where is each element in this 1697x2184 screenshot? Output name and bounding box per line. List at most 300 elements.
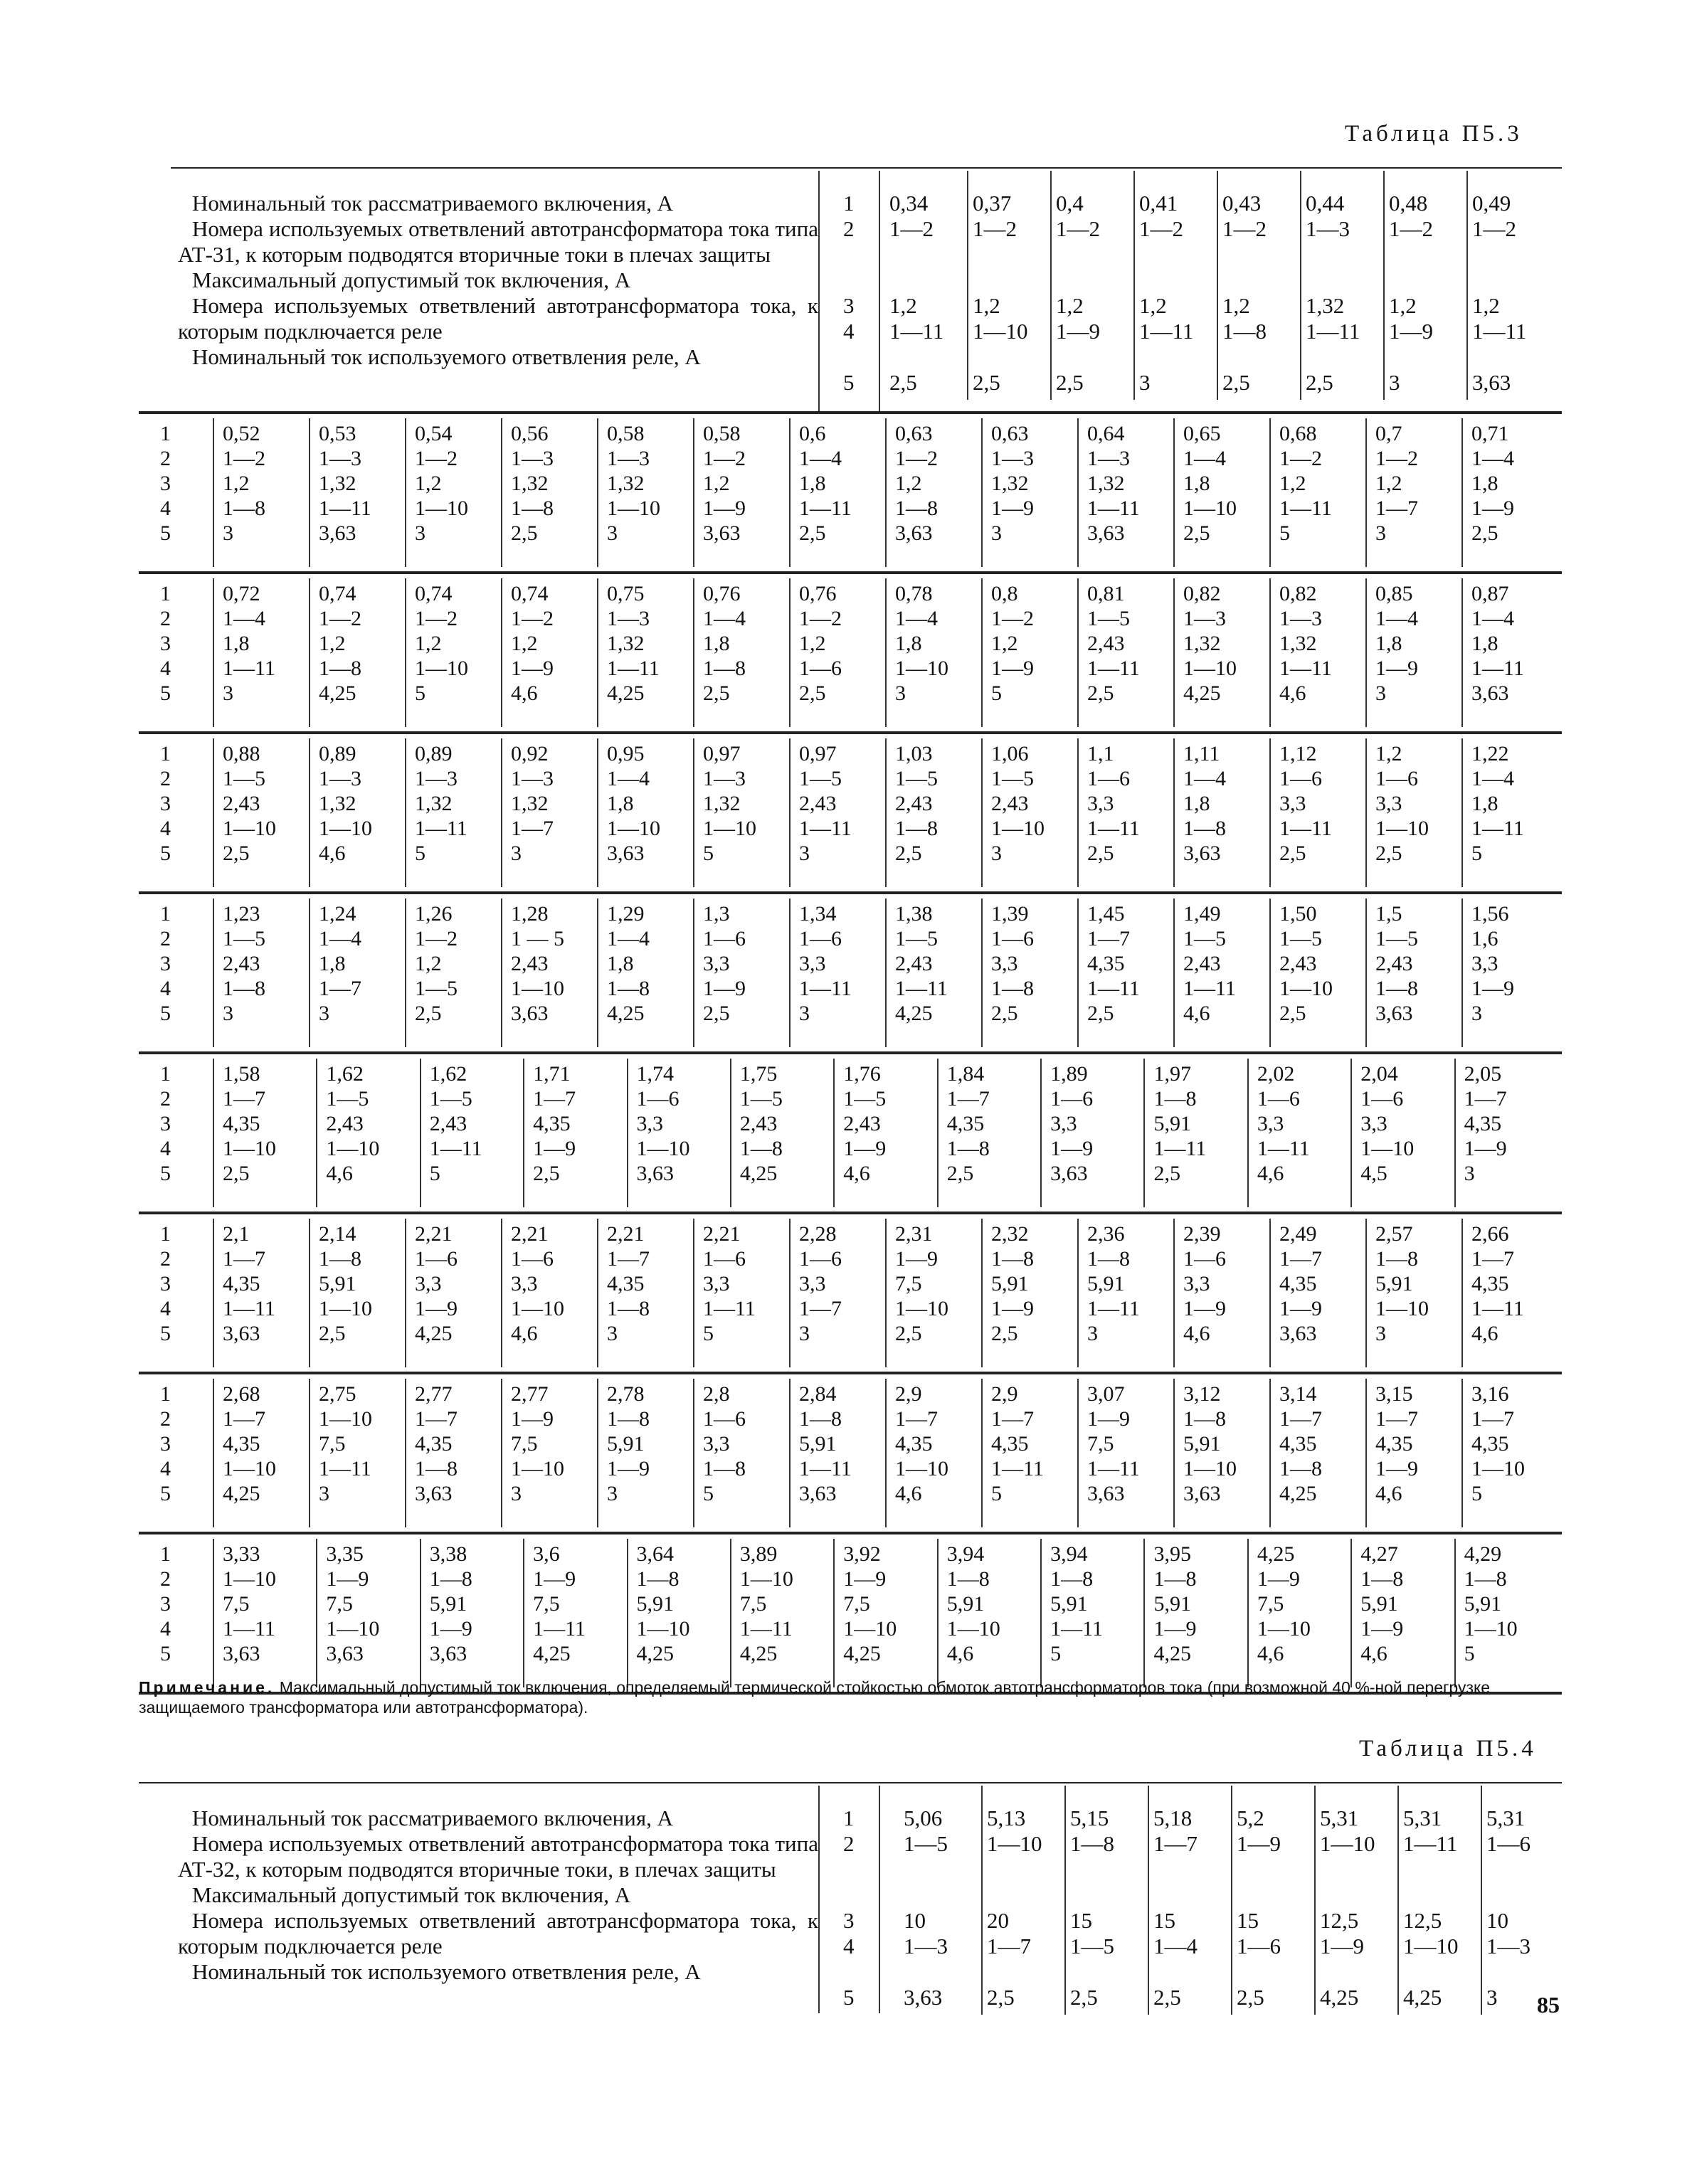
- data-column: 1,49 1—5 2,43 1—11 4,6: [1183, 902, 1236, 1025]
- header-cell: 2,5: [1153, 1985, 1181, 2010]
- data-column: 0,97 1—5 2,43 1—11 3: [799, 742, 852, 865]
- column-separator: [316, 1059, 317, 1207]
- column-separator: [501, 578, 502, 727]
- row-index: 1 2 3 4 5: [160, 422, 171, 545]
- header-cell: 1—9: [1389, 319, 1433, 344]
- header-cell: 1,2: [1472, 293, 1500, 318]
- column-separator: [789, 1379, 791, 1527]
- data-column: 0,54 1—2 1,2 1—10 3: [415, 422, 468, 545]
- data-column: 1,62 1—5 2,43 1—10 4,6: [326, 1062, 380, 1185]
- header-cell: 1,32: [1306, 293, 1345, 318]
- data-column: 1,75 1—5 2,43 1—8 4,25: [739, 1062, 783, 1185]
- header-cell: 1,2: [889, 293, 917, 318]
- data-column: 1,12 1—6 3,3 1—11 2,5: [1279, 742, 1332, 865]
- header-cell: 0,44: [1306, 191, 1345, 216]
- column-separator: [597, 418, 598, 567]
- header-cell: 1—11: [1403, 1831, 1458, 1856]
- header-cell: 5,18: [1153, 1806, 1193, 1830]
- column-separator: [1350, 1539, 1352, 1687]
- data-column: 1,97 1—8 5,91 1—11 2,5: [1153, 1062, 1207, 1185]
- data-column: 1,2 1—6 3,3 1—10 2,5: [1375, 742, 1429, 865]
- header-cell: 5,13: [987, 1806, 1026, 1830]
- header-cell: 2,5: [1306, 370, 1333, 395]
- data-column: 0,74 1—2 1,2 1—9 4,6: [511, 582, 554, 705]
- data-column: 2,77 1—7 4,35 1—8 3,63: [415, 1382, 458, 1505]
- data-column: 1,26 1—2 1,2 1—5 2,5: [415, 902, 458, 1025]
- column-separator: [316, 1539, 317, 1687]
- header-cell: 5,31: [1403, 1806, 1442, 1830]
- data-column: 3,64 1—8 5,91 1—10 4,25: [636, 1542, 690, 1665]
- data-column: 2,39 1—6 3,3 1—9 4,6: [1183, 1222, 1226, 1345]
- column-separator: [1269, 418, 1271, 567]
- header-cell: 1—6: [1237, 1934, 1281, 1958]
- header-cell: 5,15: [1070, 1806, 1109, 1830]
- data-column: 0,63 1—3 1,32 1—9 3: [991, 422, 1034, 545]
- data-block: [139, 894, 1562, 1051]
- data-column: 3,15 1—7 4,35 1—9 4,6: [1375, 1382, 1418, 1505]
- legend-item-2: Номера используемых ответвлений автотрансформатора тока типа АТ-32, к которым подводятся вторичные токи, в плечах защиты: [178, 1831, 818, 1882]
- column-separator: [1077, 418, 1079, 567]
- data-column: 1,62 1—5 2,43 1—11 5: [429, 1062, 482, 1185]
- row-index: 1 2 3 4 5: [160, 582, 171, 705]
- column-separator: [1269, 738, 1271, 887]
- column-separator: [789, 418, 791, 567]
- header-cell: 2,5: [889, 370, 917, 395]
- column-separator: [789, 578, 791, 727]
- data-column: 1,50 1—5 2,43 1—10 2,5: [1279, 902, 1333, 1025]
- header-cell: 1—9: [1320, 1934, 1364, 1958]
- column-separator: [501, 1379, 502, 1527]
- column-separator: [1173, 1379, 1175, 1527]
- header-cell: 2,5: [1237, 1985, 1264, 2010]
- column-separator: [1365, 1379, 1367, 1527]
- legend-number-4: 4: [843, 319, 855, 344]
- column-separator: [213, 1059, 214, 1207]
- data-column: 0,53 1—3 1,32 1—11 3,63: [319, 422, 371, 545]
- column-separator: [981, 1786, 983, 2015]
- column-separator: [1173, 418, 1175, 567]
- column-separator: [1365, 1219, 1367, 1367]
- header-cell: 0,43: [1222, 191, 1262, 216]
- column-separator: [213, 1539, 214, 1687]
- column-separator: [1314, 1786, 1316, 2015]
- data-column: 1,1 1—6 3,3 1—11 2,5: [1087, 742, 1140, 865]
- column-separator: [501, 418, 502, 567]
- column-separator: [1466, 171, 1468, 400]
- header-cell: 10: [1486, 1908, 1508, 1933]
- column-separator: [1247, 1059, 1249, 1207]
- data-column: 0,64 1—3 1,32 1—11 3,63: [1087, 422, 1140, 545]
- header-cell: 1—6: [1486, 1831, 1531, 1856]
- data-column: 3,6 1—9 7,5 1—11 4,25: [533, 1542, 586, 1665]
- column-separator: [213, 1219, 214, 1367]
- data-block: [139, 734, 1562, 891]
- legend-item-4: Номера используемых ответвлений автотрансформатора тока, к которым подключается реле: [178, 1908, 818, 1958]
- data-column: 2,36 1—8 5,91 1—11 3: [1087, 1222, 1140, 1345]
- data-column: 1,24 1—4 1,8 1—7 3: [319, 902, 361, 1025]
- header-cell: 1—5: [1070, 1934, 1114, 1958]
- header-cell: 2,5: [973, 370, 1000, 395]
- header-cell: 3,63: [1472, 370, 1511, 395]
- legend-item-5: Номинальный ток используемого ответвления реле, А: [192, 1959, 701, 1984]
- data-column: 0,63 1—2 1,2 1—8 3,63: [895, 422, 938, 545]
- column-separator: [693, 418, 694, 567]
- column-separator: [1143, 1539, 1145, 1687]
- legend-number-3: 3: [843, 1908, 855, 1933]
- data-column: 2,05 1—7 4,35 1—9 3: [1464, 1062, 1507, 1185]
- column-separator: [1173, 1219, 1175, 1367]
- row-index: 1 2 3 4 5: [160, 742, 171, 865]
- data-column: 2,84 1—8 5,91 1—11 3,63: [799, 1382, 852, 1505]
- column-separator: [213, 418, 214, 567]
- column-separator: [981, 898, 983, 1047]
- header-cell: 3: [1139, 370, 1151, 395]
- data-column: 0,87 1—4 1,8 1—11 3,63: [1471, 582, 1524, 705]
- column-separator: [885, 1219, 887, 1367]
- column-separator: [1454, 1059, 1456, 1207]
- header-cell: 0,34: [889, 191, 929, 216]
- header-cell: 2,5: [1222, 370, 1250, 395]
- row-index: 1 2 3 4 5: [160, 1382, 171, 1505]
- header-separator: [879, 171, 880, 413]
- data-column: 1,22 1—4 1,8 1—11 5: [1471, 742, 1524, 865]
- column-separator: [1461, 578, 1463, 727]
- data-column: 0,74 1—2 1,2 1—8 4,25: [319, 582, 361, 705]
- data-column: 0,85 1—4 1,8 1—9 3: [1375, 582, 1418, 705]
- data-block: [139, 574, 1562, 731]
- legend-item-3: Максимальный допустимый ток включения, А: [192, 267, 631, 292]
- data-column: 1,56 1,6 3,3 1—9 3: [1471, 902, 1514, 1025]
- data-column: 2,28 1—6 3,3 1—7 3: [799, 1222, 842, 1345]
- data-column: 1,11 1—4 1,8 1—8 3,63: [1183, 742, 1226, 865]
- column-separator: [1365, 738, 1367, 887]
- data-column: 1,5 1—5 2,43 1—8 3,63: [1375, 902, 1418, 1025]
- data-column: 2,78 1—8 5,91 1—9 3: [607, 1382, 650, 1505]
- column-separator: [501, 1219, 502, 1367]
- data-column: 1,58 1—7 4,35 1—10 2,5: [223, 1062, 276, 1185]
- data-column: 2,1 1—7 4,35 1—11 3,63: [223, 1222, 275, 1345]
- column-separator: [1461, 1379, 1463, 1527]
- header-cell: 10: [904, 1908, 926, 1933]
- data-block: [139, 1534, 1562, 1692]
- header-cell: 1—4: [1153, 1934, 1198, 1958]
- header-cell: 5,06: [904, 1806, 943, 1830]
- column-separator: [885, 738, 887, 887]
- header-cell: 3: [1389, 370, 1400, 395]
- row-index: 1 2 3 4 5: [160, 1222, 171, 1345]
- header-cell: 1—10: [987, 1831, 1042, 1856]
- column-separator: [523, 1539, 524, 1687]
- column-separator: [1397, 1786, 1399, 2015]
- column-separator: [405, 738, 406, 887]
- header-cell: 12,5: [1403, 1908, 1442, 1933]
- legend-number-2: 2: [843, 1831, 855, 1856]
- header-cell: 1—7: [987, 1934, 1031, 1958]
- column-separator: [213, 898, 214, 1047]
- header-cell: 12,5: [1320, 1908, 1359, 1933]
- row-index: 1 2 3 4 5: [160, 1542, 171, 1665]
- column-separator: [213, 578, 214, 727]
- column-separator: [1040, 1539, 1042, 1687]
- header-cell: 1—8: [1070, 1831, 1114, 1856]
- data-column: 3,14 1—7 4,35 1—8 4,25: [1279, 1382, 1322, 1505]
- header-cell: 2,5: [1070, 1985, 1098, 2010]
- column-separator: [597, 1219, 598, 1367]
- data-block: [139, 414, 1562, 571]
- column-separator: [981, 1379, 983, 1527]
- header-cell: 1—7: [1153, 1831, 1198, 1856]
- header-cell: 1—5: [904, 1831, 948, 1856]
- data-column: 3,92 1—9 7,5 1—10 4,25: [843, 1542, 897, 1665]
- column-separator: [885, 578, 887, 727]
- data-column: 3,12 1—8 5,91 1—10 3,63: [1183, 1382, 1237, 1505]
- column-separator: [833, 1059, 835, 1207]
- column-separator: [693, 1379, 694, 1527]
- data-column: 0,72 1—4 1,8 1—11 3: [223, 582, 275, 705]
- header-cell: 15: [1070, 1908, 1092, 1933]
- header-cell: 1—11: [1306, 319, 1360, 344]
- column-separator: [789, 738, 791, 887]
- data-column: 3,07 1—9 7,5 1—11 3,63: [1087, 1382, 1140, 1505]
- data-column: 2,8 1—6 3,3 1—8 5: [703, 1382, 746, 1505]
- legend-number-1: 1: [843, 1806, 855, 1830]
- column-separator: [597, 898, 598, 1047]
- column-separator: [730, 1539, 731, 1687]
- header-cell: 0,48: [1389, 191, 1428, 216]
- column-separator: [789, 898, 791, 1047]
- data-column: 3,94 1—8 5,91 1—10 4,6: [946, 1542, 1000, 1665]
- data-column: 0,89 1—3 1,32 1—11 5: [415, 742, 467, 865]
- column-separator: [1143, 1059, 1145, 1207]
- data-column: 0,52 1—2 1,2 1—8 3: [223, 422, 265, 545]
- header-cell: 1,2: [1056, 293, 1084, 318]
- legend-item-4: Номера используемых ответвлений автотрансформатора тока, к которым подключается реле: [178, 293, 818, 344]
- data-column: 0,78 1—4 1,8 1—10 3: [895, 582, 948, 705]
- data-column: 0,82 1—3 1,32 1—11 4,6: [1279, 582, 1332, 705]
- data-column: 1,29 1—4 1,8 1—8 4,25: [607, 902, 650, 1025]
- column-separator: [833, 1539, 835, 1687]
- data-block: [139, 1374, 1562, 1532]
- data-column: 2,31 1—9 7,5 1—10 2,5: [895, 1222, 948, 1345]
- data-column: 3,16 1—7 4,35 1—10 5: [1471, 1382, 1525, 1505]
- data-column: 2,21 1—6 3,3 1—9 4,25: [415, 1222, 458, 1345]
- data-column: 1,38 1—5 2,43 1—11 4,25: [895, 902, 948, 1025]
- column-separator: [1231, 1786, 1232, 2015]
- column-separator: [1269, 1379, 1271, 1527]
- column-separator: [1148, 1786, 1149, 2015]
- data-column: 3,89 1—10 7,5 1—11 4,25: [739, 1542, 793, 1665]
- data-column: 2,21 1—7 4,35 1—8 3: [607, 1222, 650, 1345]
- column-separator: [309, 578, 310, 727]
- column-separator: [967, 171, 968, 400]
- data-column: 2,21 1—6 3,3 1—10 4,6: [511, 1222, 564, 1345]
- column-separator: [693, 738, 694, 887]
- data-block: [139, 1054, 1562, 1212]
- column-separator: [405, 1219, 406, 1367]
- column-separator: [501, 738, 502, 887]
- column-separator: [1077, 738, 1079, 887]
- data-column: 3,95 1—8 5,91 1—9 4,25: [1153, 1542, 1197, 1665]
- column-separator: [501, 898, 502, 1047]
- data-column: 0,74 1—2 1,2 1—10 5: [415, 582, 468, 705]
- column-separator: [1077, 578, 1079, 727]
- data-column: 2,14 1—8 5,91 1—10 2,5: [319, 1222, 372, 1345]
- data-column: 1,03 1—5 2,43 1—8 2,5: [895, 742, 938, 865]
- column-separator: [1247, 1539, 1249, 1687]
- data-column: 1,23 1—5 2,43 1—8 3: [223, 902, 265, 1025]
- column-separator: [1383, 171, 1385, 400]
- header-cell: 0,49: [1472, 191, 1511, 216]
- legend-item-5: Номинальный ток используемого ответвления реле, А: [192, 344, 701, 369]
- table-p5-3-caption: Таблица П5.3: [1345, 121, 1523, 147]
- header-cell: 4,25: [1403, 1985, 1442, 2010]
- data-column: 2,9 1—7 4,35 1—10 4,6: [895, 1382, 948, 1505]
- data-column: 0,89 1—3 1,32 1—10 4,6: [319, 742, 372, 865]
- column-separator: [1064, 1786, 1066, 2015]
- column-separator: [405, 578, 406, 727]
- legend-item-1: Номинальный ток рассматриваемого включения, А: [192, 191, 673, 216]
- legend-item-3: Максимальный допустимый ток включения, А: [192, 1882, 631, 1907]
- header-cell: 1—10: [973, 319, 1028, 344]
- data-column: 1,3 1—6 3,3 1—9 2,5: [703, 902, 746, 1025]
- column-separator: [309, 738, 310, 887]
- header-cell: 1—10: [1320, 1831, 1375, 1856]
- header-cell: 5,2: [1237, 1806, 1264, 1830]
- column-separator: [885, 898, 887, 1047]
- data-column: 0,6 1—4 1,8 1—11 2,5: [799, 422, 852, 545]
- column-separator: [405, 1379, 406, 1527]
- column-separator: [597, 1379, 598, 1527]
- column-separator: [1365, 578, 1367, 727]
- table-p5-4-top-rule: [139, 1782, 1562, 1783]
- row-index: 1 2 3 4 5: [160, 902, 171, 1025]
- column-separator: [597, 738, 598, 887]
- column-separator: [1461, 418, 1463, 567]
- data-column: 1,71 1—7 4,35 1—9 2,5: [533, 1062, 576, 1185]
- column-separator: [981, 738, 983, 887]
- header-cell: 1—2: [889, 216, 934, 241]
- header-cell: 1—3: [904, 1934, 948, 1958]
- header-cell: 0,4: [1056, 191, 1084, 216]
- header-cell: 3,63: [904, 1985, 943, 2010]
- column-separator: [885, 418, 887, 567]
- column-separator: [1173, 898, 1175, 1047]
- data-column: 0,88 1—5 2,43 1—10 2,5: [223, 742, 276, 865]
- column-separator: [523, 1059, 524, 1207]
- data-column: 0,76 1—2 1,2 1—6 2,5: [799, 582, 842, 705]
- legend-number-5: 5: [843, 370, 855, 395]
- data-column: 2,21 1—6 3,3 1—11 5: [703, 1222, 756, 1345]
- legend-item-1: Номинальный ток рассматриваемого включения, А: [192, 1806, 673, 1830]
- data-column: 2,77 1—9 7,5 1—10 3: [511, 1382, 564, 1505]
- data-column: 2,32 1—8 5,91 1—9 2,5: [991, 1222, 1034, 1345]
- column-separator: [693, 898, 694, 1047]
- data-column: 1,76 1—5 2,43 1—9 4,6: [843, 1062, 887, 1185]
- legend-number-5: 5: [843, 1985, 855, 2010]
- column-separator: [213, 1379, 214, 1527]
- column-separator: [981, 418, 983, 567]
- data-column: 0,8 1—2 1,2 1—9 5: [991, 582, 1034, 705]
- table-p5-3-top-rule: [171, 167, 1562, 169]
- column-separator: [1077, 898, 1079, 1047]
- column-separator: [885, 1379, 887, 1527]
- column-separator: [1454, 1539, 1456, 1687]
- data-column: 1,34 1—6 3,3 1—11 3: [799, 902, 852, 1025]
- column-separator: [627, 1059, 628, 1207]
- header-cell: 2,5: [987, 1985, 1015, 2010]
- header-cell: 1,2: [1139, 293, 1167, 318]
- data-column: 4,27 1—8 5,91 1—9 4,6: [1360, 1542, 1404, 1665]
- data-column: 2,9 1—7 4,35 1—11 5: [991, 1382, 1044, 1505]
- data-column: 0,76 1—4 1,8 1—8 2,5: [703, 582, 746, 705]
- data-column: 0,82 1—3 1,32 1—10 4,25: [1183, 582, 1237, 705]
- header-cell: 1—10: [1403, 1934, 1459, 1958]
- data-column: 2,02 1—6 3,3 1—11 4,6: [1257, 1062, 1310, 1185]
- header-cell: 1—2: [1472, 216, 1516, 241]
- header-cell: 1—8: [1222, 319, 1267, 344]
- data-column: 0,75 1—3 1,32 1—11 4,25: [607, 582, 660, 705]
- table-p5-3-legend: [178, 191, 818, 370]
- header-cell: 1—2: [1389, 216, 1433, 241]
- column-separator: [1077, 1379, 1079, 1527]
- column-separator: [1040, 1059, 1042, 1207]
- table-p5-3-note: [139, 1677, 1562, 1717]
- column-separator: [1269, 578, 1271, 727]
- header-separator: [818, 171, 820, 413]
- column-separator: [981, 578, 983, 727]
- data-column: 2,49 1—7 4,35 1—9 3,63: [1279, 1222, 1322, 1345]
- data-block: [139, 1214, 1562, 1372]
- column-separator: [1077, 1219, 1079, 1367]
- header-cell: 1—3: [1486, 1934, 1531, 1958]
- data-column: 1,74 1—6 3,3 1—10 3,63: [636, 1062, 690, 1185]
- column-separator: [1461, 738, 1463, 887]
- column-separator: [1133, 171, 1135, 400]
- data-column: 1,28 1 — 5 2,43 1—10 3,63: [511, 902, 564, 1025]
- column-separator: [1365, 898, 1367, 1047]
- header-cell: 1—2: [973, 216, 1017, 241]
- legend-number-1: 1: [843, 191, 855, 216]
- header-cell: 15: [1237, 1908, 1259, 1933]
- header-cell: 0,37: [973, 191, 1012, 216]
- data-column: 0,92 1—3 1,32 1—7 3: [511, 742, 554, 865]
- header-separator: [818, 1786, 820, 2013]
- column-separator: [693, 1219, 694, 1367]
- column-separator: [1269, 1219, 1271, 1367]
- data-column: 0,58 1—3 1,32 1—10 3: [607, 422, 660, 545]
- header-cell: 0,41: [1139, 191, 1178, 216]
- data-column: 1,06 1—5 2,43 1—10 3: [991, 742, 1045, 865]
- data-column: 1,84 1—7 4,35 1—8 2,5: [946, 1062, 990, 1185]
- data-column: 2,68 1—7 4,35 1—10 4,25: [223, 1382, 276, 1505]
- header-cell: 1—9: [1237, 1831, 1281, 1856]
- legend-item-2: Номера используемых ответвлений автотрансформатора тока типа АТ-31, к которым подводятся вторичные токи в плечах защиты: [178, 216, 818, 267]
- column-separator: [1269, 898, 1271, 1047]
- header-cell: 3: [1486, 1985, 1498, 2010]
- header-cell: 1—2: [1139, 216, 1183, 241]
- data-column: 3,38 1—8 5,91 1—9 3,63: [429, 1542, 472, 1665]
- column-separator: [1350, 1059, 1352, 1207]
- header-cell: 1,2: [1389, 293, 1417, 318]
- column-separator: [1217, 171, 1218, 400]
- column-separator: [309, 1379, 310, 1527]
- data-column: 0,56 1—3 1,32 1—8 2,5: [511, 422, 554, 545]
- data-column: 4,25 1—9 7,5 1—10 4,6: [1257, 1542, 1311, 1665]
- data-column: 4,29 1—8 5,91 1—10 5: [1464, 1542, 1518, 1665]
- page-number: 85: [1537, 1992, 1560, 2018]
- column-separator: [1173, 578, 1175, 727]
- column-separator: [405, 418, 406, 567]
